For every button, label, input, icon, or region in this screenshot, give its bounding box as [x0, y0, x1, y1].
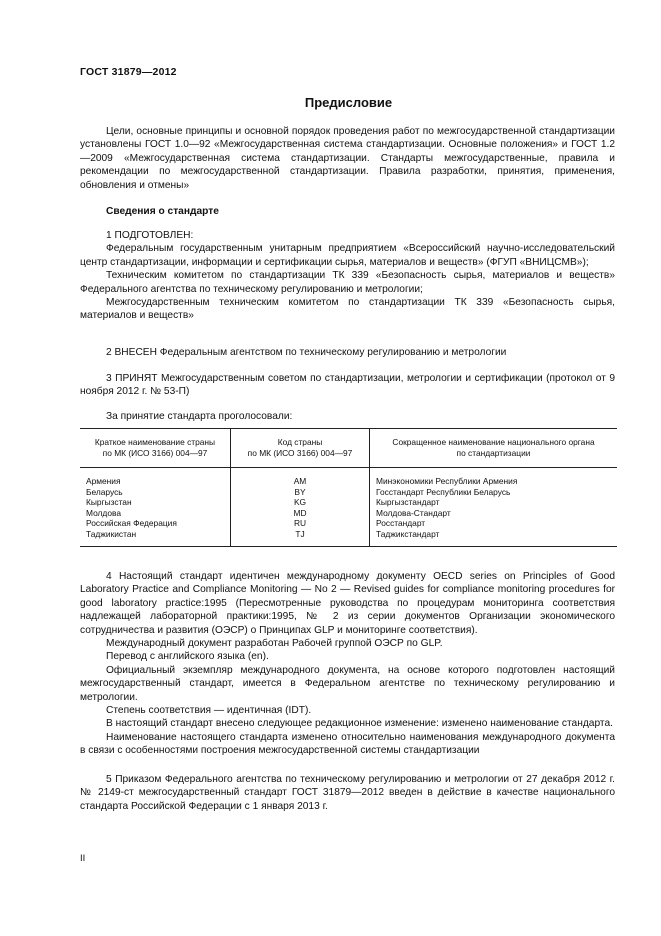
code-cell: RU — [231, 518, 370, 529]
item-2-block — [80, 346, 615, 359]
item-4-paragraph: Международный документ разработан Рабочей группой ОЭСР по GLP. — [106, 638, 443, 650]
body-cell: Кыргызстандарт — [376, 497, 440, 508]
item-1-block — [80, 229, 615, 323]
body-cell: Минэкономики Республики Армения — [376, 476, 518, 486]
item-2-paragraph: 2 ВНЕСЕН Федеральным агентством по техническому регулированию и метрологии — [106, 347, 507, 358]
item-4-paragraph: 4 Настоящий стандарт идентичен международному документу OECD series on Principles of Good Laboratory Practice and Compliance Monitoring — No 2 — Revised guides for compliance monitoring procedures for good laboratory practice:1995 (Пересмотренные руководства по процедурам мониторинга соответствия надлежащей лабораторной практики:1995, № 2 из серии документов Организации экономического сотрудничества и развития (ОЭСР) о Принципах GLP и мониторинге соответствия). — [80, 571, 615, 636]
intro-block — [80, 125, 615, 192]
item-4-block — [80, 570, 615, 758]
body-cell: Госстандарт Республики Беларусь — [376, 486, 511, 497]
item-4-paragraph: В настоящий стандарт внесено следующее редакционное изменение: изменено наименование стандарта. — [106, 718, 613, 730]
column-header-code: Код страны по МК (ИСО 3166) 004—97 — [231, 429, 370, 468]
item-5-block — [80, 773, 615, 813]
vote-intro-block — [80, 410, 615, 423]
item-4-paragraph: Наименование настоящего стандарта изменено относительно наименования международного документа в связи с особенностями построения межгосударственной системы стандартизации — [80, 731, 615, 757]
table-row — [80, 468, 617, 487]
code-cell: TJ — [231, 529, 370, 546]
table-row — [80, 518, 617, 529]
page-number: II — [80, 853, 86, 864]
country-cell: Кыргызстан — [80, 497, 231, 508]
table-row — [80, 508, 617, 519]
vote-intro: За принятие стандарта проголосовали: — [106, 411, 293, 422]
intro-paragraph: Цели, основные принципы и основной порядок проведения работ по межгосударственной стандартизации установлены ГОСТ 1.0—92 «Межгосударственная система стандартизации. Основные положения» и ГОСТ 1.2—2009 «Межгосударственная система стандартизации. Стандарты межгосударственные, правила и рекомендации по межгосударственной стандартизации. Правила разработки, принятия, применения, обновления и отмены» — [80, 126, 615, 191]
body-cell: Молдова-Стандарт — [376, 507, 451, 518]
country-cell: Российская Федерация — [80, 518, 231, 529]
item-1-paragraph: Техническим комитетом по стандартизации ТК 339 «Безопасность сырья, материалов и веществ» Федерального агентства по техническому регулированию и метрологии; — [80, 270, 615, 295]
body-cell: Таджикстандарт — [370, 529, 618, 546]
table-row — [80, 529, 617, 546]
item-4-paragraph: Официальный экземпляр международного документа, на основе которого подготовлен настоящий межгосударственный стандарт, имеется в Федеральном агентстве по техническому регулированию и метрологии. — [80, 664, 615, 703]
country-cell: Армения — [80, 468, 231, 487]
section-heading: Сведения о стандарте — [106, 206, 219, 217]
item-1-label: 1 ПОДГОТОВЛЕН: — [106, 230, 194, 241]
item-1-paragraph: Федеральным государственным унитарным предприятием «Всероссийский научно-исследовательский центр стандартизации, информации и сертификации сырья, материалов и веществ» (ФГУП «ВНИЦСМВ»); — [80, 243, 615, 268]
body-cell: Росстандарт — [376, 518, 426, 529]
code-cell: MD — [231, 508, 370, 519]
country-cell: Таджикистан — [80, 529, 231, 546]
column-header-country: Краткое наименование страны по МК (ИСО 3166) 004—97 — [80, 429, 231, 468]
table-row — [80, 487, 617, 498]
document-header: ГОСТ 31879—2012 — [80, 66, 177, 78]
column-header-body: Сокращенное наименование национального органа по стандартизации — [370, 429, 618, 468]
item-4-paragraph: Перевод с английского языка (en). — [106, 651, 269, 663]
item-5-paragraph: 5 Приказом Федерального агентства по техническому регулированию и метрологии от 27 декабря 2012 г. № 2149-ст межгосударственный стандарт ГОСТ 31879—2012 введен в действие в качестве национального стандарта Российской Федерации с 1 января 2013 г. — [80, 774, 615, 812]
country-cell: Молдова — [80, 508, 231, 519]
country-cell: Беларусь — [80, 487, 231, 498]
item-3-paragraph: 3 ПРИНЯТ Межгосударственным советом по стандартизации, метрологии и сертификации (протокол от 9 ноября 2012 г. № 53-П) — [80, 373, 615, 398]
page-title: Предисловие — [304, 95, 393, 110]
section-heading-block — [80, 205, 615, 218]
code-cell: BY — [231, 487, 370, 498]
code-cell: KG — [231, 497, 370, 508]
code-cell: AM — [231, 468, 370, 487]
table-row — [80, 497, 617, 508]
item-4-paragraph: Степень соответствия — идентичная (IDT). — [106, 705, 312, 717]
voting-table — [80, 428, 617, 547]
item-3-block — [80, 372, 615, 399]
table-header-row — [80, 429, 617, 468]
item-1-paragraph: Межгосударственным техническим комитетом по стандартизации ТК 339 «Безопасность сырья, материалов и веществ» — [80, 297, 615, 322]
